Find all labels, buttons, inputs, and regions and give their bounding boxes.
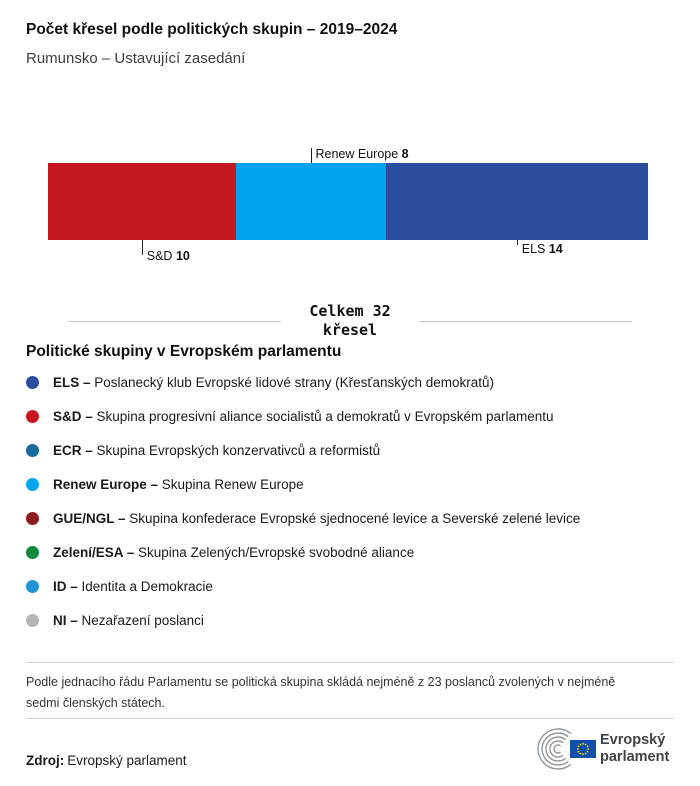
legend-color-dot bbox=[26, 580, 39, 593]
footnote: Podle jednacího řádu Parlamentu se politická skupina skládá nejméně z 23 poslanců zvolených v nejméně sedmi členských státech. bbox=[26, 675, 616, 710]
bar-segment-renew-europe bbox=[236, 163, 386, 240]
legend-label: ID – Identita a Demokracie bbox=[53, 578, 213, 594]
label-text: S&D 10 bbox=[146, 249, 190, 263]
label-text: ELS 14 bbox=[521, 242, 563, 256]
ep-logo-text bbox=[600, 732, 669, 766]
legend-color-dot bbox=[26, 376, 39, 389]
divider-line-right bbox=[419, 321, 632, 322]
legend-label: NI – Nezařazení poslanci bbox=[53, 612, 204, 628]
legend-color-dot bbox=[26, 410, 39, 423]
legend-color-dot bbox=[26, 614, 39, 627]
legend-label: S&D – Skupina progresivní aliance socialistů a demokratů v Evropském parlamentu bbox=[53, 408, 554, 424]
legend-color-dot bbox=[26, 444, 39, 457]
label-tick bbox=[517, 240, 518, 245]
label-tick bbox=[311, 148, 312, 163]
legend-item-id bbox=[26, 569, 674, 603]
legend-item-ni bbox=[26, 603, 674, 637]
page-subtitle: Rumunsko – Ustavující zasedání bbox=[26, 50, 246, 67]
legend-item-gue-ngl bbox=[26, 501, 674, 535]
legend-label: Renew Europe – Skupina Renew Europe bbox=[53, 476, 304, 492]
eu-flag-icon bbox=[570, 740, 596, 758]
bar-segment-els bbox=[386, 163, 649, 240]
legend-item-zelen-esa bbox=[26, 535, 674, 569]
legend-label: ECR – Skupina Evropských konzervativců a reformistů bbox=[53, 442, 381, 458]
divider-top bbox=[26, 662, 674, 663]
divider-bottom bbox=[26, 718, 674, 719]
label-tick bbox=[142, 240, 143, 255]
legend-list bbox=[26, 365, 674, 637]
legend-item-ecr bbox=[26, 433, 674, 467]
source-value: Evropský parlament bbox=[67, 753, 187, 768]
legend-color-dot bbox=[26, 546, 39, 559]
legend-item-s-d bbox=[26, 399, 674, 433]
total-seats-callout bbox=[68, 302, 632, 340]
total-seats-label bbox=[281, 302, 418, 340]
bar-segment-s-d bbox=[48, 163, 236, 240]
legend-heading: Politické skupiny v Evropském parlamentu bbox=[26, 343, 342, 360]
legend-item-els bbox=[26, 365, 674, 399]
ep-logo-text-line2: parlament bbox=[600, 749, 670, 765]
ep-logo-mark bbox=[528, 726, 590, 772]
page-title: Počet křesel podle politických skupin – 2019–2024 bbox=[26, 21, 398, 38]
legend-label: ELS – Poslanecký klub Evropské lidové strany (Křesťanských demokratů) bbox=[53, 374, 494, 390]
total-seats-line2: křesel bbox=[322, 321, 378, 339]
ep-logo-text-line1: Evropský bbox=[600, 732, 666, 748]
legend-label: GUE/NGL – Skupina konfederace Evropské sjednocené levice a Severské zelené levice bbox=[53, 510, 581, 526]
legend-label: Zelení/ESA – Skupina Zelených/Evropské svobodné aliance bbox=[53, 544, 415, 560]
legend-color-dot bbox=[26, 512, 39, 525]
legend-color-dot bbox=[26, 478, 39, 491]
label-text: Renew Europe 8 bbox=[315, 147, 409, 161]
ep-logo bbox=[528, 726, 669, 772]
source-label: Zdroj: bbox=[26, 753, 65, 768]
legend-item-renew-europe bbox=[26, 467, 674, 501]
stacked-seat-bar bbox=[48, 147, 648, 263]
divider-line-left bbox=[68, 321, 281, 322]
total-seats-line1: Celkem 32 bbox=[309, 302, 391, 320]
source bbox=[26, 753, 187, 768]
